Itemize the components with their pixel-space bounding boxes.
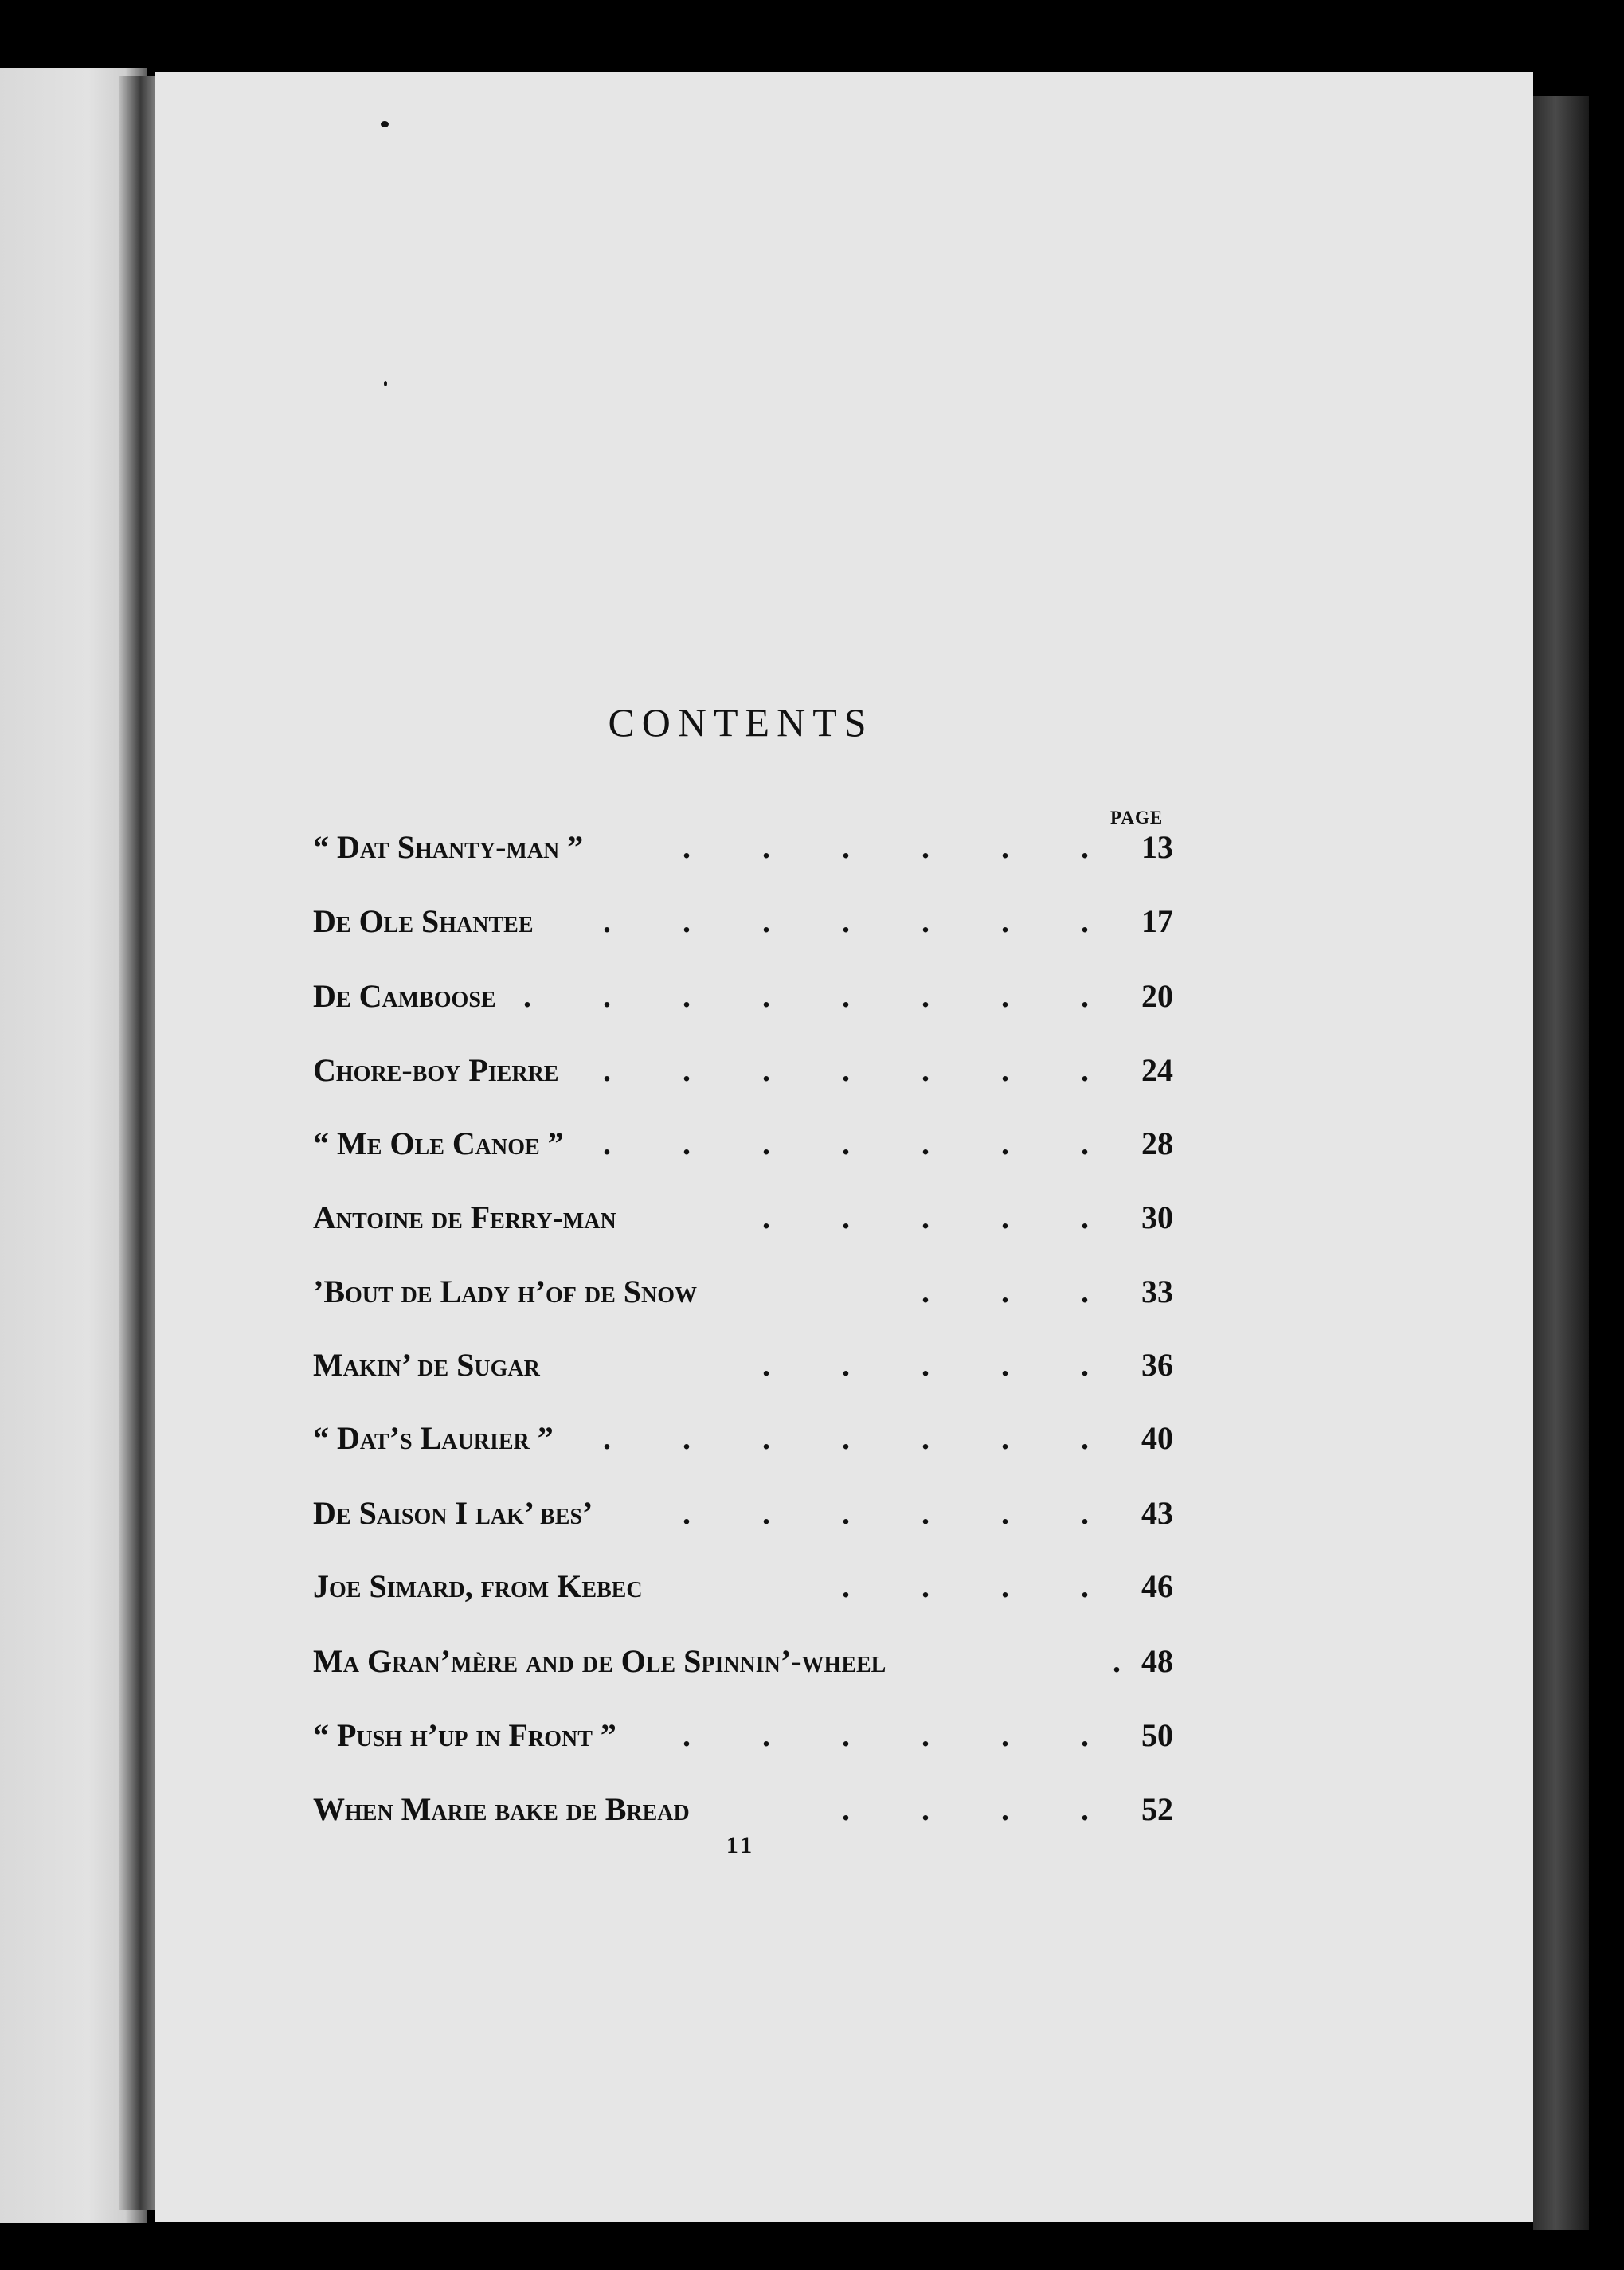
toc-entry	[313, 1716, 1173, 1764]
toc-entry-page: 30	[1141, 1200, 1173, 1235]
toc-entry	[313, 977, 1173, 1025]
dot-leader: . . . .	[842, 1791, 1121, 1827]
dot-leader: . . . . . . .	[603, 1420, 1121, 1456]
dot-leader: . . . . . . .	[603, 1052, 1121, 1088]
toc-entry-page: 40	[1141, 1420, 1173, 1456]
toc-entry	[313, 1346, 1173, 1394]
toc-entry-page: 43	[1141, 1495, 1173, 1531]
dot-leader: . . . . . . .	[603, 903, 1121, 939]
dot-leader: . . . . . . .	[603, 1125, 1121, 1161]
toc-entry-page: 48	[1141, 1643, 1173, 1679]
toc-entry-title: De Saison I lak’ bes’	[313, 1495, 593, 1531]
toc-entry	[313, 1567, 1173, 1615]
toc-entry-page: 36	[1141, 1347, 1173, 1383]
toc-entry	[313, 1199, 1173, 1247]
ink-speck	[384, 381, 387, 386]
dot-leader: .	[1113, 1643, 1121, 1679]
toc-entry-page: 28	[1141, 1125, 1173, 1161]
toc-entry	[313, 1419, 1173, 1467]
toc-entry-title: Makin’ de Sugar	[313, 1347, 540, 1383]
toc-entry	[313, 1051, 1173, 1099]
page-edge	[1533, 96, 1589, 2230]
toc-entry-page: 20	[1141, 978, 1173, 1014]
toc-entry-title: Chore-boy Pierre	[313, 1052, 559, 1088]
toc-entry-page: 24	[1141, 1052, 1173, 1088]
page-number: 11	[726, 1832, 756, 1858]
ink-speck	[381, 121, 389, 127]
toc-entry	[313, 1125, 1173, 1172]
toc-entry-page: 50	[1141, 1717, 1173, 1753]
page-column-label: PAGE	[1110, 808, 1164, 828]
toc-entry-title: Ma Gran’mère and de Ole Spinnin’-wheel	[313, 1643, 886, 1679]
toc-entry-page: 33	[1141, 1274, 1173, 1309]
dot-leader: . . . . . .	[683, 1495, 1121, 1531]
toc-entry-title: “ Me Ole Canoe ”	[313, 1125, 564, 1161]
dot-leader: . . . . .	[762, 1347, 1121, 1383]
toc-entry-title: ’Bout de Lady h’of de Snow	[313, 1274, 698, 1309]
toc-entry-page: 52	[1141, 1791, 1173, 1827]
toc-entry	[313, 1494, 1173, 1542]
toc-entry-page: 17	[1141, 903, 1173, 939]
dot-leader: . . . . . .	[683, 829, 1121, 865]
dot-leader: . . . .	[842, 1568, 1121, 1604]
toc-entry-title: Antoine de Ferry-man	[313, 1200, 616, 1235]
toc-entry	[313, 1791, 1173, 1838]
toc-entry	[313, 1273, 1173, 1321]
toc-entry-title: “ Dat’s Laurier ”	[313, 1420, 554, 1456]
toc-entry-page: 46	[1141, 1568, 1173, 1604]
toc-entry	[313, 1642, 1173, 1690]
toc-entry-title: “ Push h’up in Front ”	[313, 1717, 616, 1753]
toc-entry-title: Joe Simard, from Kebec	[313, 1568, 643, 1604]
dot-leader: . . . . . . . .	[523, 978, 1121, 1014]
toc-entry-title: De Ole Shantee	[313, 903, 534, 939]
toc-entry-title: “ Dat Shanty-man ”	[313, 829, 584, 865]
toc-entry-title: De Camboose	[313, 978, 496, 1014]
contents-heading: CONTENTS	[608, 700, 874, 745]
dot-leader: . . .	[922, 1274, 1121, 1309]
toc-entry	[313, 828, 1173, 876]
toc-entry-page: 13	[1141, 829, 1173, 865]
dot-leader: . . . . . .	[683, 1717, 1121, 1753]
gutter-shadow	[119, 76, 158, 2210]
toc-entry	[313, 902, 1173, 950]
toc-entry-title: When Marie bake de Bread	[313, 1791, 690, 1827]
dot-leader: . . . . .	[762, 1200, 1121, 1235]
